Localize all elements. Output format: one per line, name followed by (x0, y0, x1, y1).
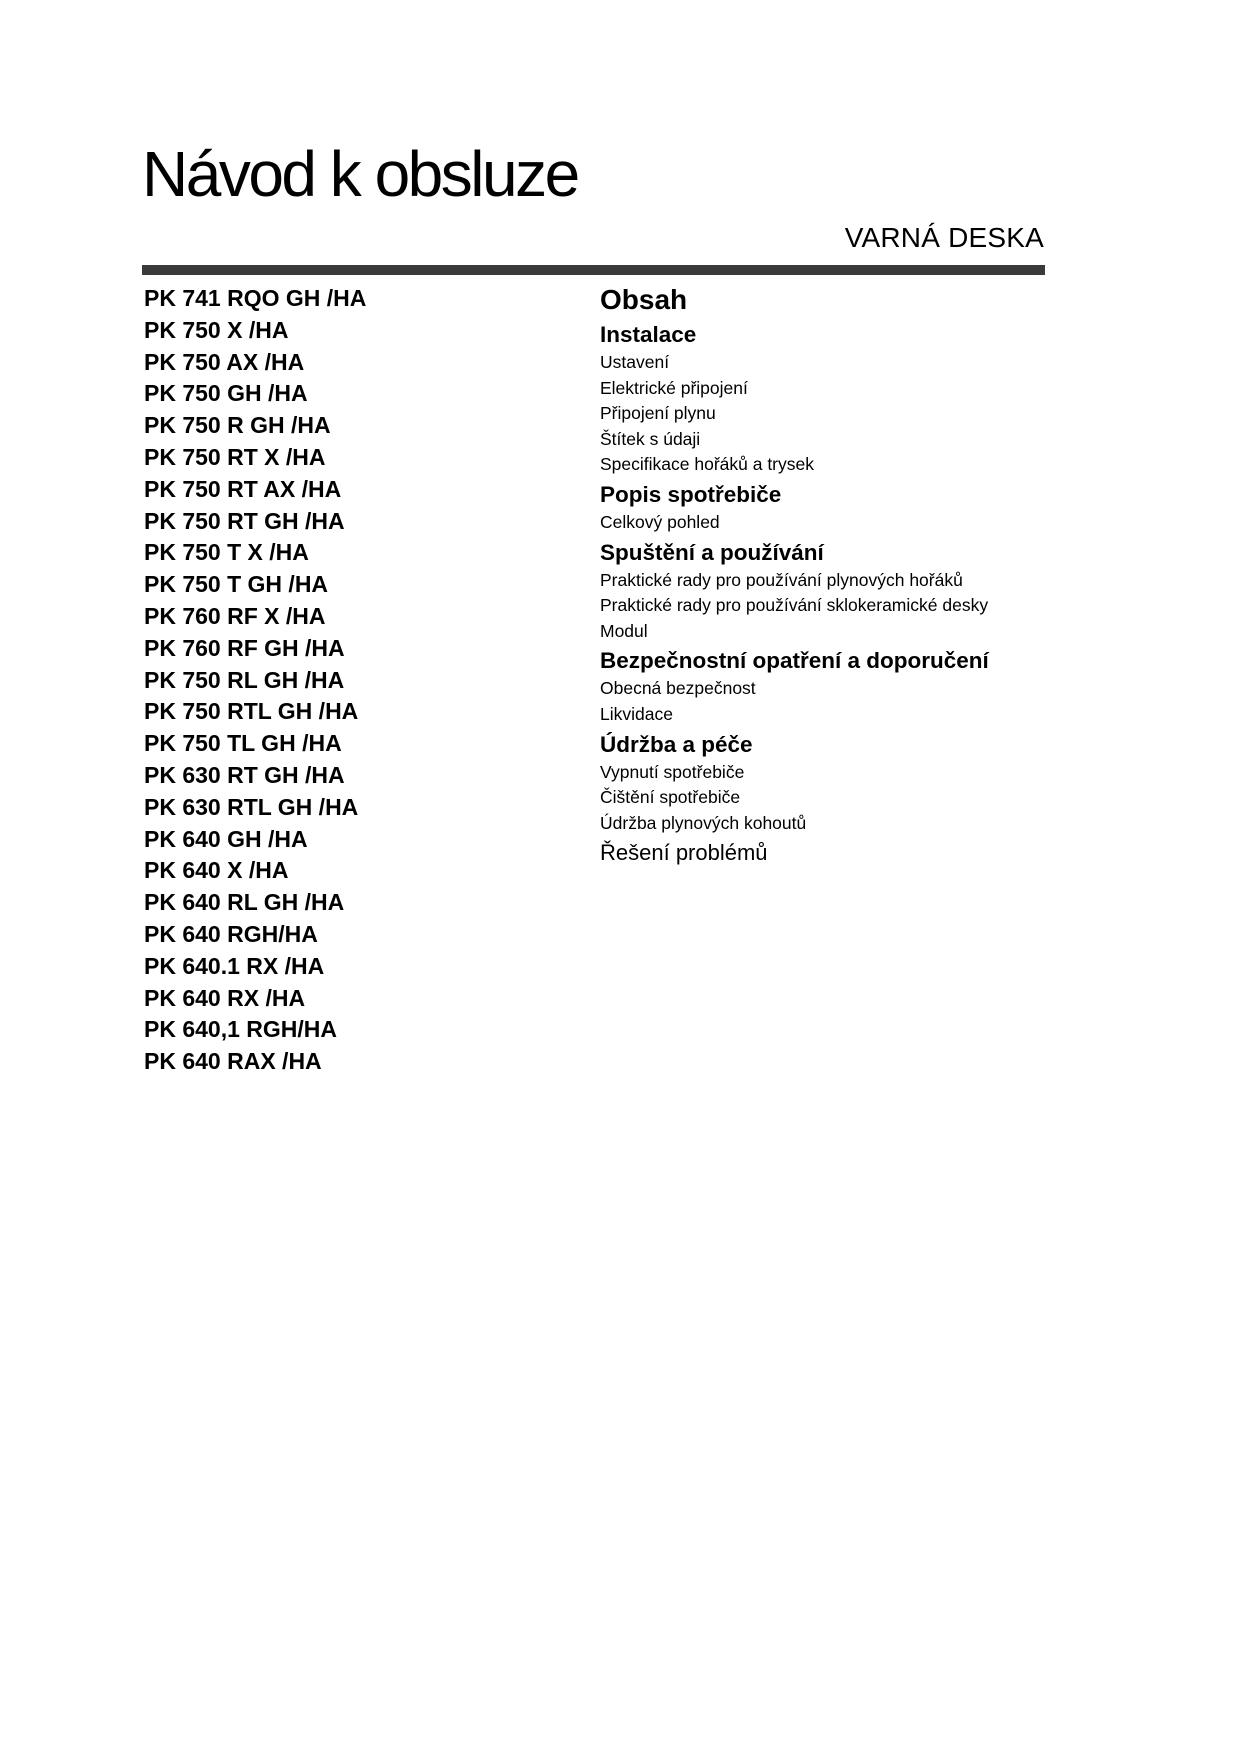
toc-item[interactable]: Čištění spotřebiče (600, 787, 741, 808)
toc-title: Obsah (600, 284, 688, 315)
toc-item[interactable]: Připojení plynu (600, 403, 716, 424)
toc-item[interactable]: Údržba plynových kohoutů (600, 812, 807, 833)
model-item: PK 750 AX /HA (144, 348, 305, 375)
toc-item[interactable]: Obecná bezpečnost (600, 678, 756, 699)
toc-item[interactable]: Specifikace hořáků a trysek (600, 454, 814, 475)
toc-item[interactable]: Praktické rady pro používání plynových hořáků (600, 569, 963, 590)
model-item: PK 640 RGH/HA (144, 920, 318, 947)
model-item: PK 750 GH /HA (144, 380, 308, 407)
toc-item[interactable]: Praktické rady pro používání sklokeramické desky (600, 595, 989, 616)
model-item: PK 760 RF GH /HA (144, 634, 345, 661)
model-item: PK 630 RT GH /HA (144, 761, 345, 788)
model-item: PK 640.1 RX /HA (144, 952, 325, 979)
model-item: PK 750 TL GH /HA (144, 730, 342, 757)
model-item: PK 630 RTL GH /HA (144, 793, 359, 820)
model-item: PK 750 RT GH /HA (144, 507, 345, 534)
model-item: PK 640 GH /HA (144, 825, 308, 852)
toc-item[interactable]: Modul (600, 620, 648, 641)
model-item: PK 750 T GH /HA (144, 571, 329, 598)
model-item: PK 640 RX /HA (144, 984, 306, 1011)
toc-section-udrzba[interactable]: Údržba a péče (600, 731, 753, 757)
page-subtitle: VARNÁ DESKA (844, 222, 1044, 253)
model-item: PK 750 RT AX /HA (144, 475, 342, 502)
page-title: Návod k obsluze (142, 138, 578, 210)
table-of-contents (600, 282, 1040, 868)
toc-item[interactable]: Štítek s údaji (600, 428, 701, 449)
model-item: PK 760 RF X /HA (144, 602, 326, 629)
toc-section-bezpecnost[interactable]: Bezpečnostní opatření a doporučení (600, 648, 989, 674)
toc-item[interactable]: Elektrické připojení (600, 377, 748, 398)
header-divider (142, 265, 1045, 275)
model-item: PK 750 RT X /HA (144, 443, 326, 470)
model-list (144, 283, 366, 1078)
toc-item[interactable]: Ustavení (600, 352, 670, 372)
model-item: PK 750 RL GH /HA (144, 666, 345, 693)
toc-section-spusteni[interactable]: Spuštění a používání (600, 539, 824, 565)
model-item: PK 640 RL GH /HA (144, 889, 345, 916)
model-item: PK 750 X /HA (144, 316, 289, 343)
model-item: PK 640 X /HA (144, 857, 289, 884)
model-item: PK 750 R GH /HA (144, 412, 331, 439)
toc-item[interactable]: Likvidace (600, 703, 673, 724)
model-item: PK 750 T X /HA (144, 539, 309, 566)
toc-item[interactable]: Vypnutí spotřebiče (600, 761, 745, 782)
model-item: PK 640,1 RGH/HA (144, 1016, 338, 1043)
toc-section-reseni-problemu[interactable]: Řešení problémů (600, 840, 768, 866)
model-item: PK 640 RAX /HA (144, 1048, 322, 1075)
toc-item[interactable]: Celkový pohled (600, 511, 720, 532)
toc-section-popis[interactable]: Popis spotřebiče (600, 481, 782, 507)
toc-section-instalace[interactable]: Instalace (600, 322, 697, 347)
model-item: PK 750 RTL GH /HA (144, 698, 359, 725)
model-item: PK 741 RQO GH /HA (144, 285, 367, 311)
